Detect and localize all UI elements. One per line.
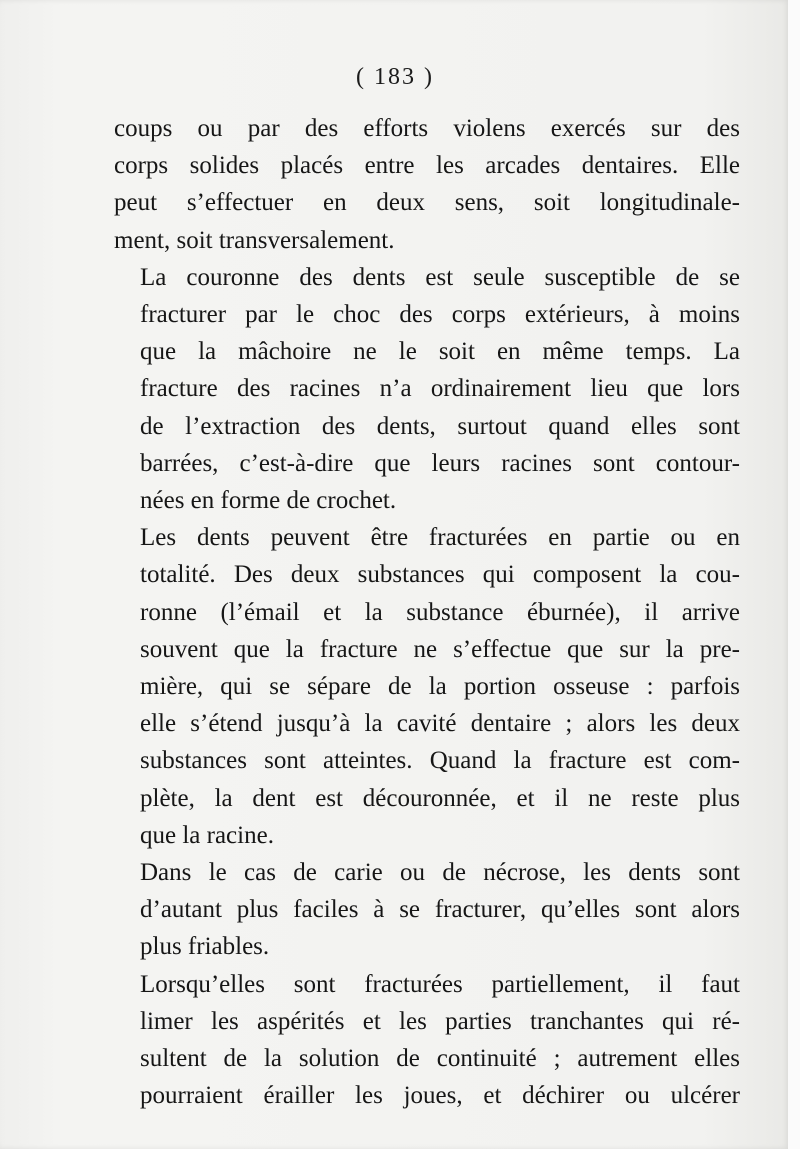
text-line: sultent de la solution de continuité ; autrement elles (140, 1045, 740, 1073)
text-line: fracturer par le choc des corps extérieurs, à moins (140, 301, 740, 329)
text-line: que la racine. (140, 821, 274, 849)
paragraph (114, 110, 740, 259)
text-line: que la mâchoire ne le soit en même temps. La (140, 338, 740, 366)
text-line: coups ou par des efforts violens exercés sur des (114, 115, 740, 142)
text-line: corps solides placés entre les arcades dentaires. Elle (114, 152, 740, 180)
paragraph (114, 966, 740, 1115)
text-line: nées en forme de crochet. (140, 487, 397, 515)
text-line: elle s’étend jusqu’à la cavité dentaire ; alors les deux (140, 710, 740, 738)
text-line: plus friables. (140, 933, 270, 961)
text-line: totalité. Des deux substances qui composent la cou- (140, 561, 740, 589)
text-line: limer les aspérités et les parties tranchantes qui ré- (140, 1007, 740, 1035)
paragraph (114, 519, 740, 854)
text-line: plète, la dent est découronnée, et il ne reste plus (140, 784, 740, 812)
text-line: fracture des racines n’a ordinairement lieu que lors (140, 375, 740, 403)
text-line: Les dents peuvent être fracturées en partie ou en (140, 524, 740, 552)
text-line: de l’extraction des dents, surtout quand elles sont (140, 412, 740, 440)
text-line: barrées, c’est-à-dire que leurs racines sont contour- (140, 449, 740, 477)
body-text (114, 110, 740, 1114)
page-number: ( 183 ) (356, 64, 434, 90)
page-margin (788, 0, 800, 1149)
text-line: Lorsqu’elles sont fracturées partiellement, il faut (140, 970, 740, 998)
text-line: peut s’effectuer en deux sens, soit longitudinale- (114, 189, 740, 217)
text-line: pourraient érailler les joues, et déchirer ou ulcérer (140, 1082, 740, 1110)
text-line: substances sont atteintes. Quand la fracture est com- (140, 747, 740, 775)
text-line: La couronne des dents est seule susceptible de se (140, 263, 740, 291)
text-line: ment, soit transversalement. (114, 226, 395, 254)
text-line: mière, qui se sépare de la portion osseuse : parfois (140, 673, 740, 701)
text-line: souvent que la fracture ne s’effectue que sur la pre- (140, 635, 740, 663)
text-line: ronne (l’émail et la substance éburnée), il arrive (140, 598, 740, 626)
paragraph (114, 854, 740, 966)
text-line: Dans le cas de carie ou de nécrose, les dents sont (140, 859, 740, 887)
paragraph (114, 259, 740, 519)
text-line: d’autant plus faciles à se fracturer, qu’elles sont alors (140, 896, 740, 924)
